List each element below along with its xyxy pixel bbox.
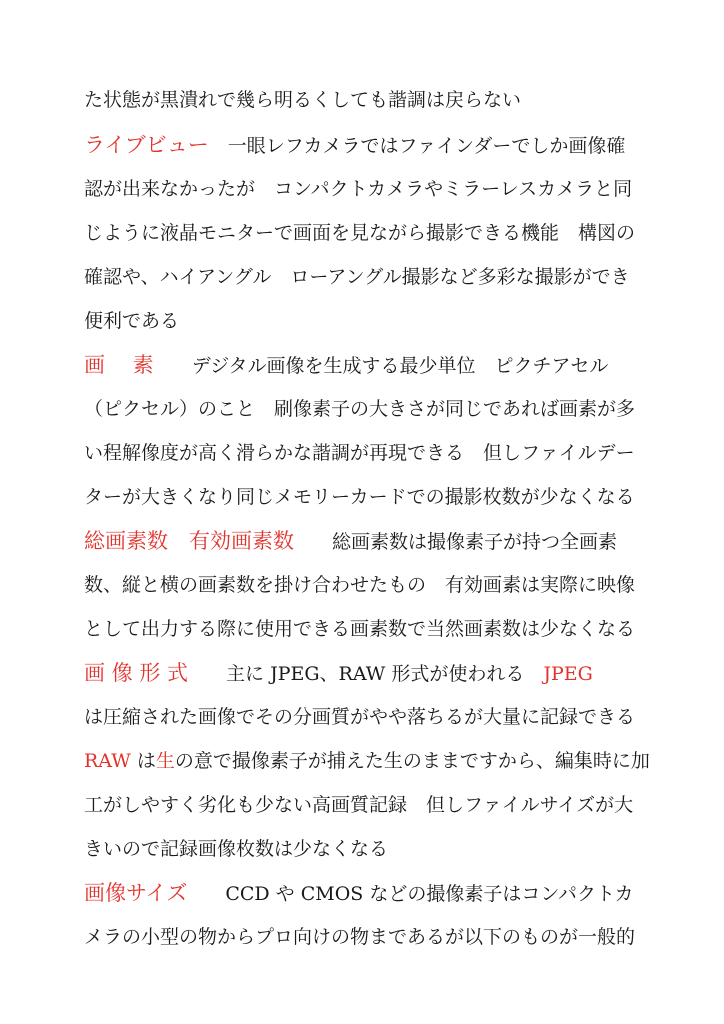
- body-text: 数、縦と横の画素数を掛け合わせたもの 有効画素は実際に映像: [84, 574, 636, 596]
- highlighted-text: RAW: [84, 750, 131, 772]
- text-line: [84, 86, 724, 114]
- body-text: 主に JPEG、RAW 形式が使われる: [188, 663, 544, 685]
- body-text: 総画素数は撮像素子が持つ全画素: [294, 531, 618, 553]
- body-text: デジタル画像を生成する最少単位 ピクチアセル: [153, 355, 609, 377]
- body-text: として出力する際に使用できる画素数で当然画素数は少なくなる: [84, 618, 636, 640]
- text-line: [84, 835, 724, 863]
- term-heading: 総画素数 有効画素数: [84, 529, 294, 553]
- highlighted-text: 生: [155, 750, 175, 772]
- body-text: は: [130, 750, 156, 772]
- body-text: 便利である: [84, 310, 180, 332]
- text-line: [84, 527, 724, 555]
- text-line: [84, 439, 724, 467]
- body-text: い程解像度が高く滑らかな諧調が再現できる 但しファイルデー: [84, 442, 635, 464]
- text-line: [84, 483, 724, 511]
- term-heading: 画 素: [84, 353, 154, 377]
- text-line: [84, 571, 724, 599]
- body-text: は圧縮された画像でその分画質がやや落ちるが大量に記録できる: [84, 706, 636, 728]
- text-line: [84, 307, 724, 335]
- text-line: [84, 263, 724, 291]
- text-line: [84, 879, 724, 907]
- body-text: 工がしやすく劣化も少ない高画質記録 但しファイルサイズが大: [84, 794, 634, 816]
- text-line: [84, 615, 724, 643]
- body-text: メラの小型の物からプロ向けの物まであるが以下のものが一般的: [84, 926, 636, 948]
- body-text: た状態が黒潰れで幾ら明るくしても諧調は戻らない: [84, 89, 522, 111]
- body-text: 一眼レフカメラではファインダーでしか画像確: [208, 135, 626, 157]
- text-line: [84, 351, 724, 379]
- body-text: 確認や、ハイアングル ローアングル撮影など多彩な撮影ができ: [84, 266, 630, 288]
- body-text: じように液晶モニターで画面を見ながら撮影できる機能 構図の: [84, 222, 636, 244]
- body-text: の意で撮像素子が捕えた生のままですから、編集時に加: [174, 750, 650, 772]
- text-line: [84, 131, 724, 159]
- text-line: [84, 791, 724, 819]
- text-line: [84, 923, 724, 951]
- term-heading: 画像サイズ: [84, 881, 188, 905]
- text-line: [84, 747, 724, 775]
- term-heading: 画 像 形 式: [84, 661, 189, 685]
- text-line: [84, 659, 724, 687]
- text-line: [84, 219, 724, 247]
- body-text: きいので記録画像枚数は少なくなる: [84, 838, 389, 860]
- text-line: [84, 175, 724, 203]
- body-text: （ピクセル）のこと 刷像素子の大きさが同じであれば画素が多: [84, 398, 636, 420]
- body-text: ターが大きくなり同じメモリーカードでの撮影枚数が少なくなる: [84, 486, 635, 508]
- highlighted-text: JPEG: [543, 663, 593, 685]
- text-line: [84, 703, 724, 731]
- text-line: [84, 395, 724, 423]
- body-text: 認が出来なかったが コンパクトカメラやミラーレスカメラと同: [84, 178, 633, 200]
- term-heading: ライブビュー: [84, 133, 209, 157]
- body-text: CCD や CMOS などの撮像素子はコンパクトカ: [187, 883, 634, 905]
